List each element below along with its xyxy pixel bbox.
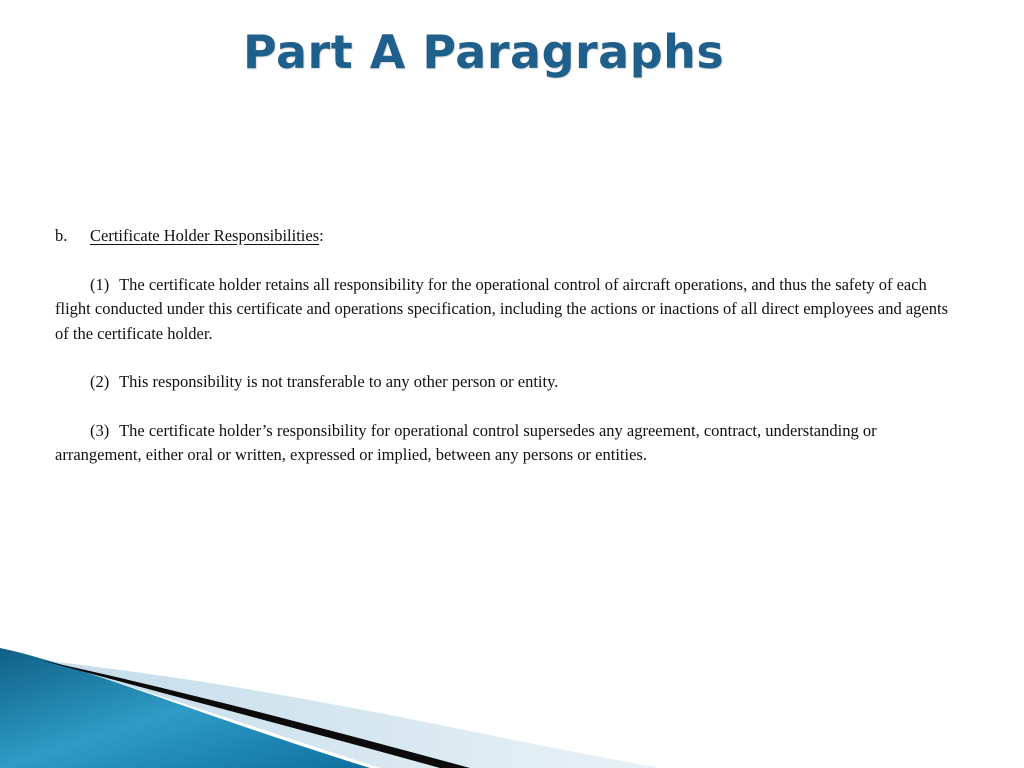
paragraph-text: The certificate holder’s responsibility for operational control supersedes any agreement, contract, understanding or arrangement, either oral or written, expressed or implied, between any persons or entities. bbox=[55, 420, 877, 464]
slide-title: Part A Paragraphs bbox=[243, 25, 725, 79]
document-excerpt bbox=[55, 224, 955, 492]
paragraph-text: This responsibility is not transferable to any other person or entity. bbox=[119, 372, 559, 391]
decorative-wave-footer bbox=[0, 620, 1024, 768]
paragraph-number: (3) bbox=[90, 420, 110, 440]
section-heading-text: Certificate Holder Responsibilities bbox=[90, 226, 320, 245]
paragraph-number: (2) bbox=[90, 372, 110, 391]
section-letter: b. bbox=[55, 226, 68, 245]
paragraph-3 bbox=[55, 419, 955, 468]
paragraph-2 bbox=[55, 370, 955, 395]
paragraph-number: (1) bbox=[90, 274, 110, 294]
paragraph-1 bbox=[55, 273, 955, 347]
section-heading-suffix: : bbox=[319, 226, 324, 245]
paragraph-text: The certificate holder retains all responsibility for the operational control of aircraft operations, and thus the safety of each flight conducted under this certificate and operations specification, including the actions or inactions of all direct employees and agents of the certificate holder. bbox=[55, 274, 948, 343]
section-heading bbox=[55, 224, 955, 249]
